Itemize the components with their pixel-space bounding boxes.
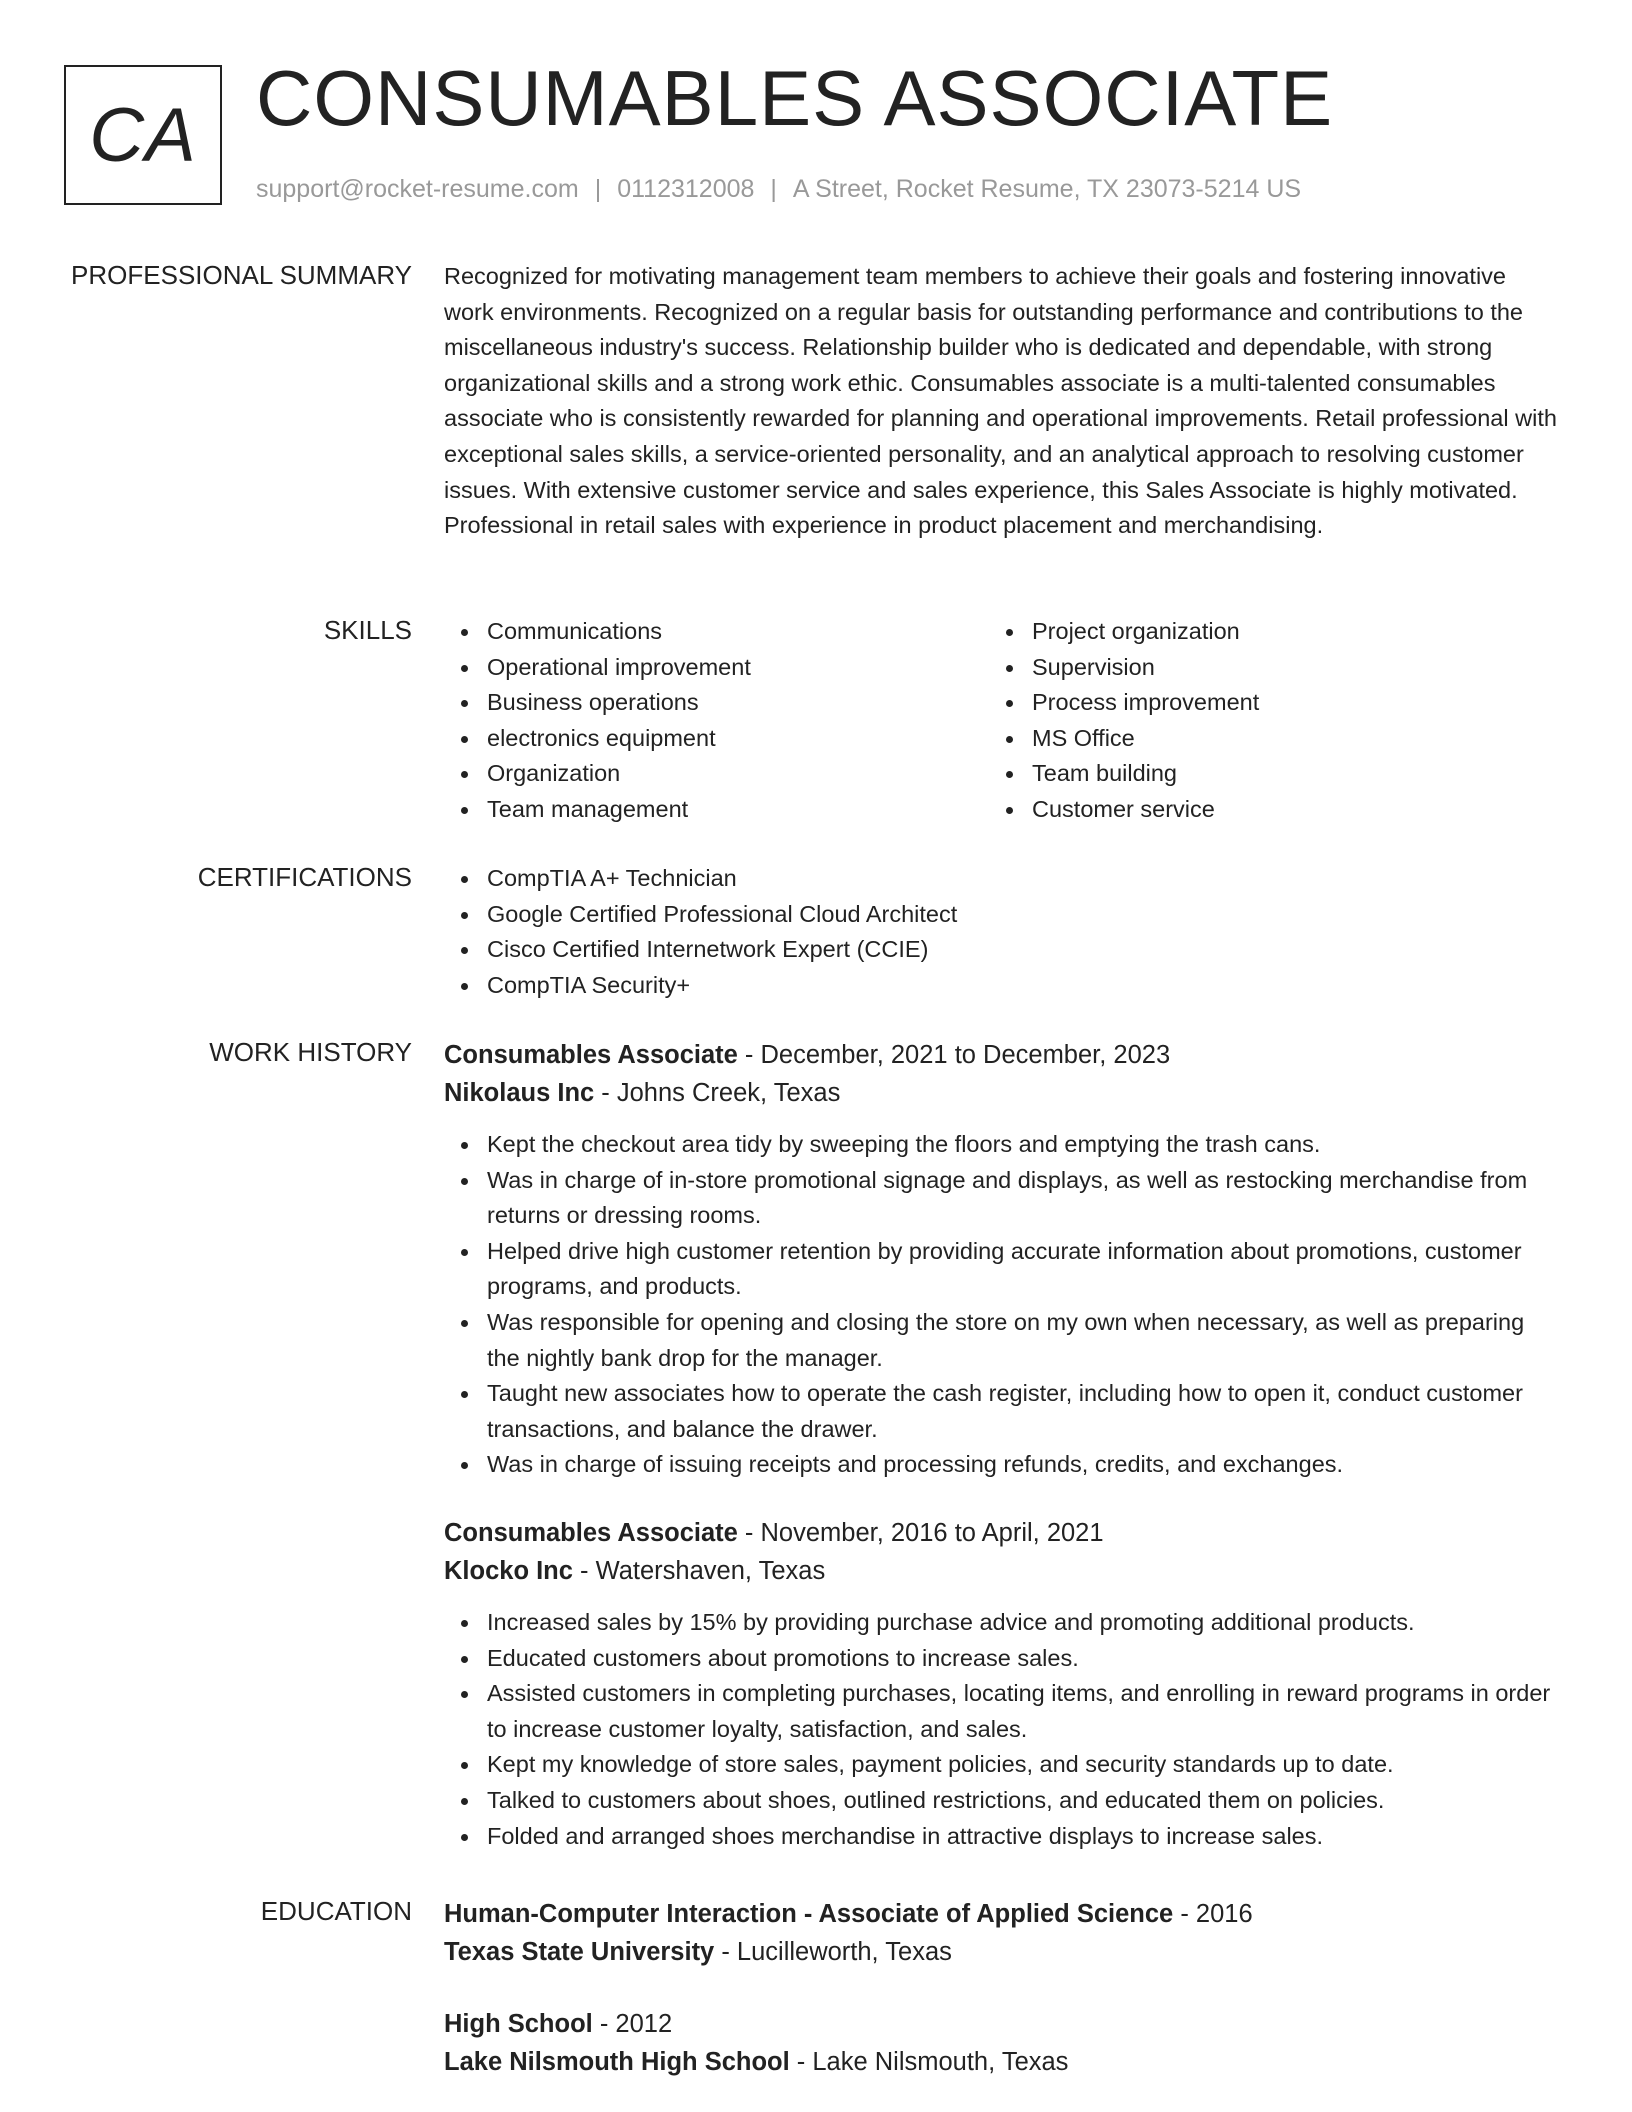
skill-item: Project organization <box>989 614 1534 650</box>
education-content <box>444 1895 1559 2081</box>
section-label-skills: SKILLS <box>323 615 412 645</box>
job-title: Consumables Associate <box>444 1041 738 1069</box>
education-degree: Human-Computer Interaction - Associate of Applied Science <box>444 1900 1174 1928</box>
job-company: Klocko Inc <box>444 1556 573 1585</box>
job-entry <box>444 1514 1559 1854</box>
education-degree: High School <box>444 2010 593 2038</box>
job-location: - Johns Creek, Texas <box>594 1079 841 1107</box>
job-company: Nikolaus Inc <box>444 1079 595 1107</box>
education-entry <box>444 1895 1559 1971</box>
education-school: Texas State University <box>444 1938 715 1966</box>
summary-text: Recognized for motivating management team members to achieve their goals and fostering innovative work environments. Recognized on a regular basis for outstanding performance and contributions to the miscellaneous industry's success. Relationship builder who is dedicated and dependable, with strong organizational skills and a strong work ethic. Consumables associate is a multi-talented consumables associate who is consistently rewarded for planning and operational improvements. Retail professional with exceptional sales skills, a service-oriented personality, and an analytical approach to resolving customer issues. With extensive customer service and sales experience, this Sales Associate is highly motivated. Professional in retail sales with experience in product placement and merchandising. <box>444 263 1557 539</box>
skill-item: Business operations <box>444 685 989 721</box>
skill-item: MS Office <box>989 721 1534 757</box>
job-bullet: Educated customers about promotions to increase sales. <box>444 1641 1559 1677</box>
certification-item: Google Certified Professional Cloud Architect <box>444 897 1559 933</box>
education-year: - 2012 <box>592 2010 673 2038</box>
job-bullet: Was in charge of issuing receipts and processing refunds, credits, and exchanges. <box>444 1447 1559 1483</box>
initials-monogram: CA <box>64 65 222 205</box>
job-bullet: Kept my knowledge of store sales, payment policies, and security standards up to date. <box>444 1747 1559 1783</box>
summary-content <box>444 259 1559 544</box>
certifications-list <box>444 861 1559 1003</box>
education-location: - Lake Nilsmouth, Texas <box>789 2048 1069 2076</box>
education-location: - Lucilleworth, Texas <box>714 1938 952 1966</box>
job-company-line <box>444 1074 1559 1112</box>
resume-name: CONSUMABLES ASSOCIATE <box>256 54 1334 142</box>
job-title-line <box>444 1514 1559 1552</box>
job-bullets <box>444 1127 1559 1483</box>
education-school-line <box>444 2043 1559 2081</box>
contact-separator: | <box>770 175 777 203</box>
certification-item: Cisco Certified Internetwork Expert (CCIE) <box>444 932 1559 968</box>
contact-separator: | <box>594 175 602 203</box>
job-title-line <box>444 1036 1559 1074</box>
contact-line <box>256 175 1301 204</box>
job-bullets <box>444 1605 1559 1854</box>
certifications-content <box>444 861 1559 1003</box>
job-bullet: Assisted customers in completing purchases, locating items, and enrolling in reward programs in order to increase customer loyalty, satisfaction, and sales. <box>444 1676 1559 1747</box>
skills-grid <box>444 614 1559 828</box>
job-dates: - December, 2021 to December, 2023 <box>737 1041 1171 1069</box>
section-label-work-history: WORK HISTORY <box>209 1037 412 1067</box>
education-degree-line <box>444 1895 1559 1933</box>
education-school: Lake Nilsmouth High School <box>444 2048 790 2076</box>
skill-item: Operational improvement <box>444 650 989 686</box>
skill-item: Communications <box>444 614 989 650</box>
job-location: - Watershaven, Texas <box>572 1556 826 1585</box>
work-history-content <box>444 1036 1559 1854</box>
education-year: - 2016 <box>1173 1900 1253 1928</box>
job-dates: - November, 2016 to April, 2021 <box>737 1518 1104 1547</box>
section-label-summary: PROFESSIONAL SUMMARY <box>71 260 412 290</box>
job-bullet: Increased sales by 15% by providing purchase advice and promoting additional products. <box>444 1605 1559 1641</box>
skill-item: Process improvement <box>989 685 1534 721</box>
education-degree-line <box>444 2005 1559 2043</box>
job-bullet: Talked to customers about shoes, outlined restrictions, and educated them on policies. <box>444 1783 1559 1819</box>
job-bullet: Helped drive high customer retention by providing accurate information about promotions, customer programs, and products. <box>444 1234 1559 1305</box>
skill-item: Team management <box>444 792 989 828</box>
skill-item: Supervision <box>989 650 1534 686</box>
education-entry <box>444 2005 1559 2081</box>
certification-item: CompTIA Security+ <box>444 968 1559 1004</box>
job-bullet: Was responsible for opening and closing the store on my own when necessary, as well as preparing the nightly bank drop for the manager. <box>444 1305 1559 1376</box>
skills-list-right <box>989 614 1534 828</box>
job-entry <box>444 1036 1559 1483</box>
contact-address: A Street, Rocket Resume, TX 23073-5214 US <box>792 175 1302 203</box>
section-label-certifications: CERTIFICATIONS <box>197 862 412 892</box>
contact-email: support@rocket-resume.com <box>256 175 579 203</box>
contact-phone: 0112312008 <box>617 175 755 203</box>
job-bullet: Was in charge of in-store promotional signage and displays, as well as restocking merchandise from returns or dressing rooms. <box>444 1163 1559 1234</box>
skill-item: Customer service <box>989 792 1534 828</box>
job-bullet: Kept the checkout area tidy by sweeping the floors and emptying the trash cans. <box>444 1127 1559 1163</box>
job-bullet: Taught new associates how to operate the cash register, including how to open it, conduct customer transactions, and balance the drawer. <box>444 1376 1559 1447</box>
skill-item: Organization <box>444 756 989 792</box>
skills-list-left <box>444 614 989 828</box>
job-bullet: Folded and arranged shoes merchandise in attractive displays to increase sales. <box>444 1819 1559 1855</box>
skill-item: electronics equipment <box>444 721 989 757</box>
job-company-line <box>444 1552 1559 1590</box>
certification-item: CompTIA A+ Technician <box>444 861 1559 897</box>
section-label-education: EDUCATION <box>260 1896 412 1926</box>
job-title: Consumables Associate <box>444 1518 738 1547</box>
education-school-line <box>444 1933 1559 1971</box>
skill-item: Team building <box>989 756 1534 792</box>
